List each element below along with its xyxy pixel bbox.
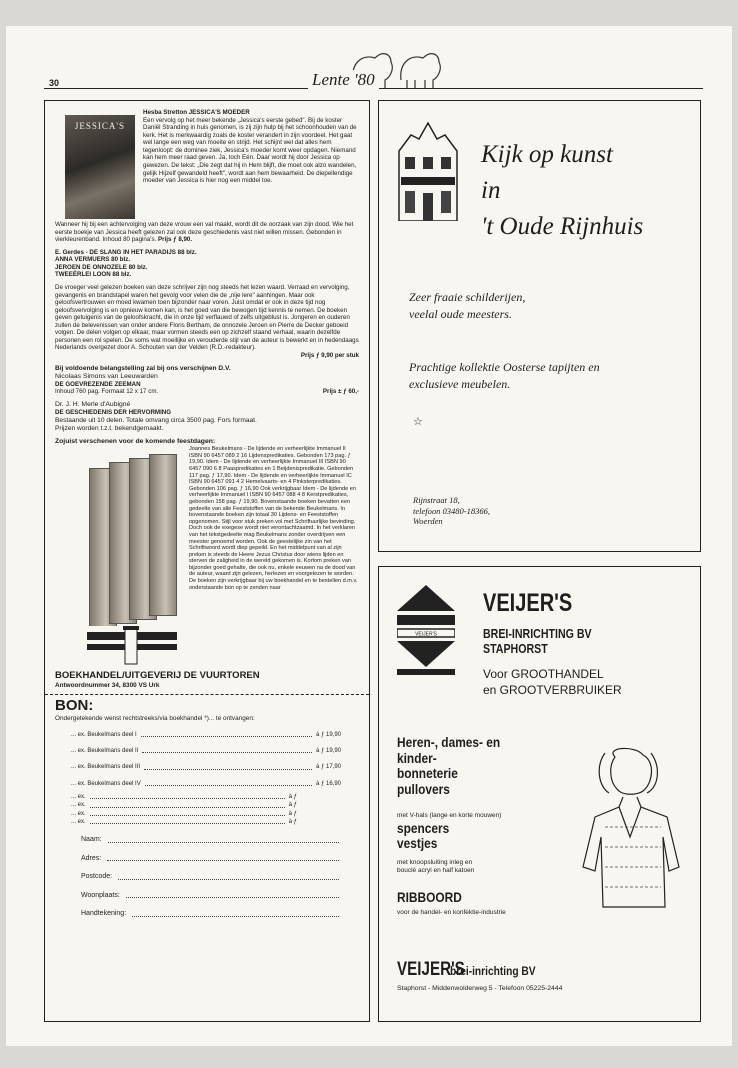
book1-body: Een vervolg op het meer bekende „Jessica's eerste gebed". Bij de koster Daniël Stranding in huis genomen, is zij zijn hulp bij het schoonhouden van de kerk. Het is merkwaardig zoals de koster verandert in zijn voordeel. Het gaat wel lange een weg van moeite en strijd. Het schijnt wel dat alles hem tegenloopt: de dominee ziek, Jessica's moeder komt weer opdagen. Niemand kan hem meer raad geven. Ja, toch Eén. Daar wordt hij door Jessica op gewezen. De tekst: „Die zegt dat hij in Hem blijft, die moet ook alzo wandelen, gelijk Hijzelf gewandeld heeft", wordt aan hem bewaarheid. De diepellendige moeder van Jessica is hier nog een middel toe. [143, 116, 357, 185]
text-line: met knoopsluiting inleg en [397, 859, 473, 866]
feast-heading: Zojuist verschenen voor de komende feestdagen: [55, 437, 216, 445]
fill-line [90, 811, 285, 816]
bookshop-advertisement [44, 100, 370, 1022]
order-price: à ƒ [288, 818, 297, 825]
fill-line [126, 892, 339, 899]
woman-sweater-illustration [575, 747, 681, 917]
veijers-line2: STAPHORST [483, 642, 548, 656]
order-row[interactable] [71, 781, 341, 788]
book2-titles [55, 249, 359, 279]
extra-order-row[interactable] [71, 819, 297, 826]
veijers-line4: en GROOTVERBRUIKER [483, 683, 622, 697]
order-price: à ƒ [288, 810, 297, 817]
footer-suffix: brei-inrichting BV [449, 964, 536, 978]
veijers-logo-icon [397, 585, 455, 675]
fill-line [144, 764, 312, 769]
fill-line [118, 873, 339, 880]
fill-line [141, 732, 312, 737]
field-label: Adres: [81, 854, 102, 862]
spencers-heading [397, 821, 449, 852]
fill-line [90, 819, 285, 824]
order-label: ... ex. [71, 793, 86, 800]
book2-body: De vroeger veel gelezen boeken van deze schrijver zijn nog steeds het lezen waard. Verraad en vervolging, gevangenis en brandstapel waren het gevolg voor velen die de „nije lere" aanhingen. Maar ook geloofsvertrouwen en moed kwamen toen bijzonder naar voren. Juist omdat er ook in deze tijd nog geloofsvervolging is en opnieuw komen kan, is het goed van die bewogen tijd kennis te nemen. De boeken geven getuigenis van de geloofskracht, die in onze tijd verflauwd of zelfs uitgeblust is. Jongeren en ouderen zullen de belevenissen van onder andere Floris Bertham, de onnozele Jeroen en Pierre de Decker geboeid volgen. De delen volgen op elkaar, maar vormen steeds een op zichzelf staand verhaal, waarin dezelfde personen een rol spelen. De soms wat moeilijke en verouderde stijl van de auteur is bewerkt en in hedendaags Nederlands overgezet door A. Schouten van der Velden (R.D.-redakteur). [55, 283, 359, 352]
name-field[interactable] [81, 836, 339, 845]
order-price: à ƒ 19,90 [315, 731, 341, 738]
veijers-footer-brand [397, 959, 550, 981]
bonneterie-heading [397, 735, 500, 798]
book3-title: DE GOEVREZENDE ZEEMAN [55, 380, 141, 388]
book1-body-continued: Wanneer hij bij een achtervolging van deze vrouw een val maakt, wordt dit de oorzaak van zijn dood. Wie het eerste boekje van Jessica heeft gelezen zal ook deze geschiedenis vast niet willen missen. Gebonden in vierkleurenband. Inhoud 80 pagina's. Prijs ƒ 8,90. [55, 221, 354, 244]
logo-label: VEIJER'S [415, 631, 437, 638]
order-label: ... ex. Beukelmans deel II [71, 748, 139, 754]
city-field[interactable] [81, 892, 339, 901]
order-row[interactable] [71, 732, 341, 739]
paintings-text [409, 289, 525, 324]
order-label: ... ex. Beukelmans deel IV [71, 780, 141, 787]
order-price: à ƒ [288, 802, 297, 809]
house-icon [393, 121, 463, 221]
book2-line: TWEEËRLEI LOON 88 blz. [55, 271, 132, 279]
kijk-title-line2: in [481, 177, 501, 204]
veijers-advertisement [378, 566, 701, 1022]
address-field[interactable] [81, 855, 339, 864]
carpets-text [409, 359, 600, 394]
masthead-title: Lente '80 [308, 70, 379, 90]
fill-line [132, 910, 339, 917]
extra-orders [55, 794, 359, 826]
book3-intro: Bij voldoende belangstelling zal bij ons verschijnen D.V. [55, 364, 231, 372]
knoop-text [397, 859, 474, 875]
field-label: Handtekening: [81, 910, 127, 918]
field-label: Postcode: [81, 873, 113, 881]
order-label: ... ex. [71, 818, 86, 825]
order-price: à ƒ 17,90 [315, 764, 341, 771]
heading-line: Heren-, dames- en [397, 734, 501, 750]
veijers-title: VEIJER'S [483, 589, 573, 617]
field-label: Woonplaats: [81, 891, 120, 899]
fill-line [145, 781, 312, 786]
fill-line [142, 748, 312, 753]
order-label: ... ex. Beukelmans deel I [71, 731, 137, 738]
text-line: exclusieve meubelen. [409, 377, 511, 392]
book-cover-jessica [65, 115, 135, 219]
feast-books-text: Joannes Beukelmans - De lijdende en verheerlijkte Immanuel II ISBN 90 6457 089 2 16 Lijdenspredikaties. Gebonden 173 pag. ƒ 19,90. Idem - De lijdende en verheerlijkte Immanuel III ISBN 90 6457 090 6 8 Paaspredikaties en 1 Beijdenispredikatie. Gebonden 117 pag. ƒ 17,90. Idem - De lijdende en verheerlijkte Immanuel IC ISBN 90 6457 091 4 2 Hemelvaarts- en 4 Pinksterpredikaties. Gebonden 106 pag. ƒ 16,90 Ook verkrijgbaar Idem - De lijdende en verheerlijkte Immanuel I ISBN 90 6457 088 4 8 Kerstpredikaties, gebonden 158 pag. ƒ 19,90. Bovenstaande boeken bevatten een gedeelte van alle Feeststoffen van de bekende Beukelmans. In bovenstaande boeken zijn totaal 30 Lijdens- en Feeststoffen opgenomen. Stijl voor stuk preken vol met Schriftuurlijke bevinding. Doch ook de exegese wordt niet verontachtzaamd. In het verklaren van het tekstgedeelte mag Beukelmans zonder overdrijven een meester genoemd worden. Ook de geestelijke zin van het Schriftwoord wordt diep gepeild. En het middelpunt van al zijn preken is steeds de Heere Jezus Christus door wiens lijden en sterven de zaligheid in de wereld gekomen is. Kortom preken van bijzonder goed gehalte, die ook nu, enkele eeuwen na de dood van de auteur, waard zijn gelezen, herlezen en voorgelezen te worden. De boeken zijn verkrijgbaar bij uw boekhandel en te bestellen d.m.v. onderstaande bon op te zenden naar [189, 446, 358, 591]
customer-fields [55, 836, 359, 919]
star-icon: ☆ [413, 416, 423, 428]
order-price: à ƒ 19,90 [315, 748, 341, 754]
book3-specs-row [55, 388, 359, 396]
address-line: telefoon 03480-18366, [413, 505, 490, 516]
kijk-address [413, 495, 490, 527]
order-row[interactable] [71, 764, 341, 771]
order-row[interactable] [71, 748, 341, 755]
book3-author: Nicolaas Simons van Leeuwarden [55, 372, 158, 380]
publisher-address: Antwoordnummer 34, 8300 VS Urk [55, 681, 160, 689]
book1-title: Hesba Stretton JESSICA'S MOEDER [143, 109, 250, 116]
kijk-title-line3: 't Oude Rijnhuis [481, 213, 644, 240]
extra-order-row[interactable] [71, 802, 297, 809]
extra-order-row[interactable] [71, 794, 297, 801]
book2-line: JEROEN DE ONNOZELE 80 blz. [55, 263, 148, 271]
text-line: Zeer fraaie schilderijen, [409, 290, 526, 304]
order-label: ... ex. [71, 802, 86, 809]
order-price: à ƒ 16,90 [315, 780, 341, 787]
ribboord-text: voor de handel- en konfektie-industrie [397, 909, 506, 916]
text-line: veelal oude meesters. [409, 307, 512, 322]
ribboord-heading: RIBBOORD [397, 889, 462, 905]
heading-line: kinder- [397, 749, 437, 766]
bon-title: BON: [55, 696, 94, 714]
footer-name: VEIJER'S [397, 959, 465, 980]
book2-price: Prijs ƒ 9,90 per stuk [300, 352, 359, 359]
kijk-title-line1: Kijk op kunst [481, 141, 613, 168]
bon-instruction: Ondergetekende wenst rechtstreeks/via boekhandel *)... te ontvangen: [55, 714, 255, 722]
cover-title: JESSICA'S [74, 121, 126, 131]
veijers-line1: BREI-INRICHTING BV [483, 627, 592, 641]
book1-price: Prijs ƒ 8,90. [158, 236, 193, 244]
veijers-line3: Voor GROOTHANDEL [483, 667, 604, 681]
fill-line [107, 855, 339, 862]
book2-line: ANNA VERMUERS 80 blz. [55, 256, 131, 264]
postcode-field[interactable] [81, 873, 339, 882]
extra-order-row[interactable] [71, 811, 297, 818]
heading-line: spencers [397, 820, 450, 836]
book3-specs: Inhoud 760 pag. Formaat 12 x 17 cm. [55, 388, 159, 396]
heading-line: bonneterie [397, 765, 458, 782]
art-shop-advertisement [378, 100, 701, 552]
fill-line [90, 794, 285, 799]
veijers-footer-address: Staphorst - Middenwolderweg 5 - Telefoon 05225-2444 [397, 985, 563, 992]
address-line: Woerden [413, 516, 443, 527]
signature-field[interactable] [81, 910, 339, 919]
book2-line: E. Gerdes - DE SLANG IN HET PARADIJS 88 blz. [55, 248, 197, 256]
book4-title: DE GESCHIEDENIS DER HERVORMING [55, 409, 172, 417]
book4-specs: Bestaande uit 10 delen. Totale omvang circa 3500 pag. Fors formaat. [55, 416, 257, 424]
order-label: ... ex. Beukelmans deel III [71, 764, 141, 771]
book4-note: Prijzen worden t.z.t. bekendgemaakt. [55, 424, 164, 432]
page-number: 30 [49, 78, 60, 88]
text-line: Prachtige kollektie Oosterse tapijten en [409, 360, 600, 374]
vhals-text: met V-hals (lange en korte mouwen) [397, 812, 502, 819]
book-spine [149, 454, 177, 616]
order-label: ... ex. [71, 810, 86, 817]
book4-author: Dr. J. H. Merle d'Aubigné [55, 401, 131, 408]
address-line: Rijnstraat 18, [413, 495, 460, 505]
field-label: Naam: [81, 836, 102, 844]
lighthouse-logo [87, 626, 177, 666]
order-price: à ƒ [288, 793, 297, 800]
fill-line [90, 802, 285, 807]
heading-line: vestjes [397, 835, 438, 852]
book3-price: Prijs ± ƒ 60,- [322, 388, 359, 396]
fill-line [108, 836, 339, 843]
heading-line: pullovers [397, 781, 450, 798]
cut-line [45, 694, 369, 695]
text-line: bouclé acryl en half katoen [397, 866, 475, 874]
publisher-name: BOEKHANDEL/UITGEVERIJ DE VUURTOREN [55, 670, 260, 682]
